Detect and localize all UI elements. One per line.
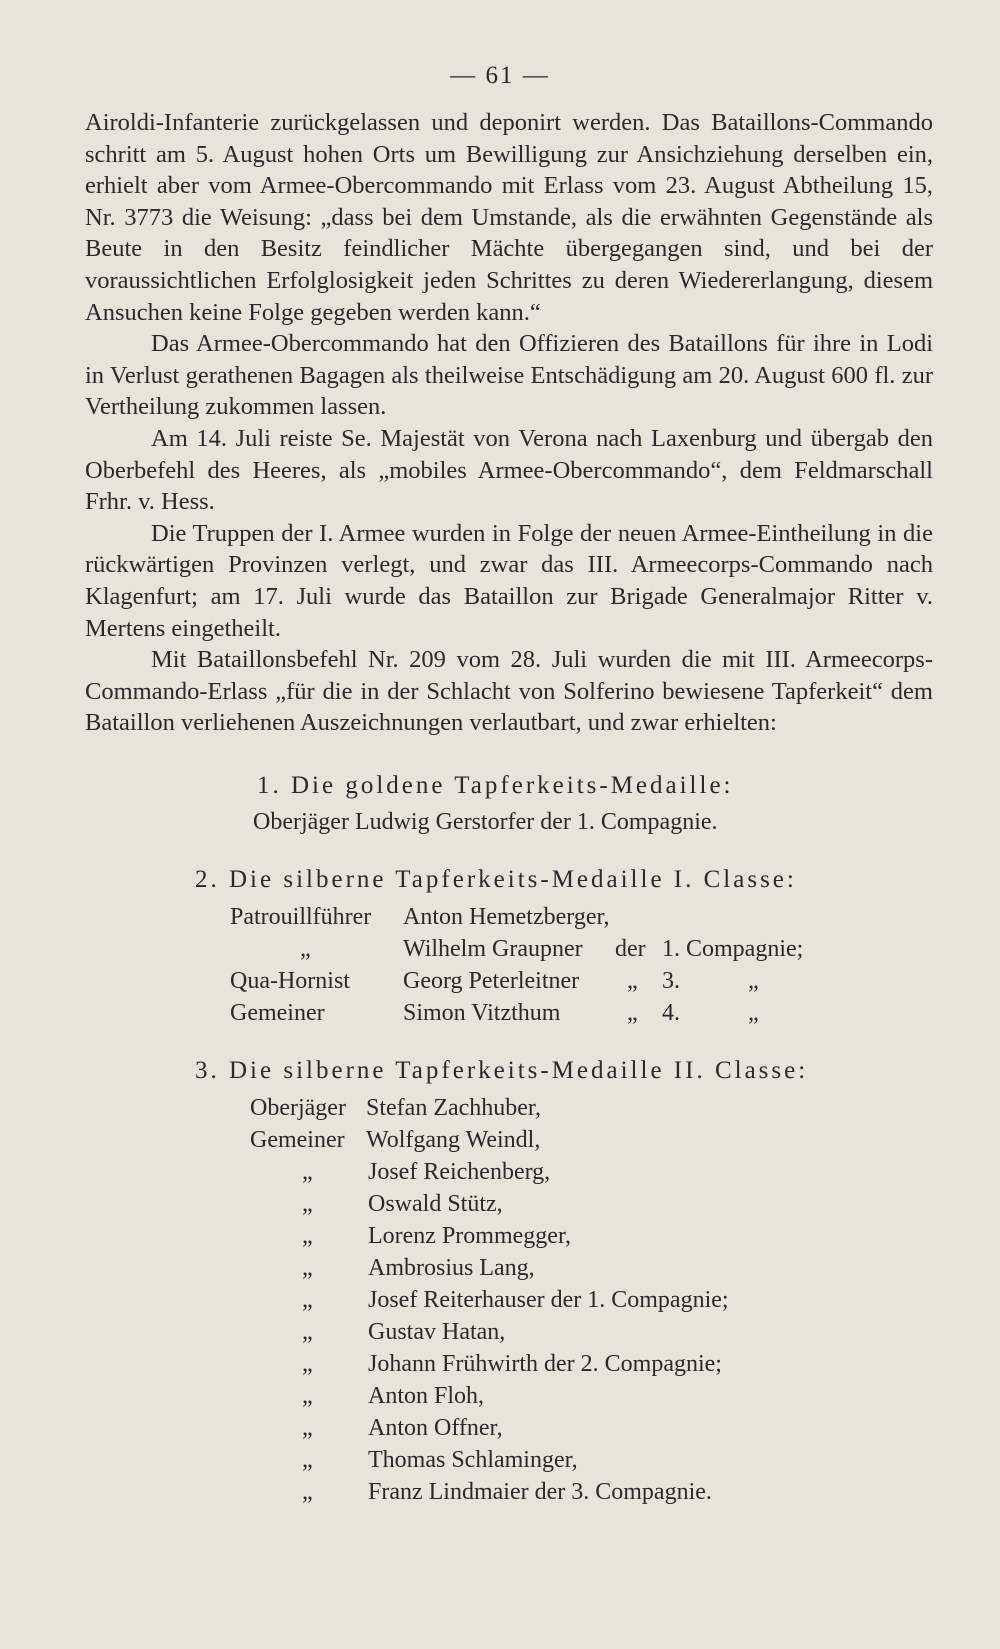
rank: Gemeiner (230, 1000, 325, 1026)
medal-2-heading: 2. Die silberne Tapferkeits-Medaille I. Classe: (195, 866, 797, 893)
medal-2-row (0, 933, 1000, 965)
recipient-name: Wilhelm Graupner (403, 936, 583, 962)
paragraph: Airoldi-Infanterie zurückgelassen und deponirt werden. Das Bataillons-Commando schritt am 5. August hohen Orts um Bewilligung zur Ansichziehung derselben ein, erhielt aber vom Armee-Obercommando mit Erlass vom 23. August Abtheilung 15, Nr. 3773 die Weisung: „dass bei dem Umstande, als die erwähnten Gegenstände als Beute in den Besitz feindlicher Mächte übergegangen sind, und bei der voraussichtlichen Erfolglosigkeit jeden Schrittes zu deren Wiedererlangung, diesem Ansuchen keine Folge gegeben werden kann.“ (85, 109, 933, 326)
rank: Qua-Hornist (230, 968, 350, 994)
ditto-mark: „ (302, 1351, 313, 1377)
medal-3-row (0, 1380, 1000, 1412)
rank: Patrouillführer (230, 904, 372, 930)
medal-3-row (0, 1348, 1000, 1380)
medal-3-row (0, 1476, 1000, 1508)
recipient-name: Wolfgang Weindl, (366, 1127, 541, 1153)
paragraph: Das Armee-Obercommando hat den Offizieren des Bataillons für ihre in Lodi in Verlust gerathenen Bagagen als theilweise Entschädigung am 20. August 600 fl. zur Vertheilung zukommen lassen. (85, 330, 933, 421)
medal-2-row (0, 901, 1000, 933)
company-number: 3. (662, 968, 680, 994)
medal-3-row (0, 1412, 1000, 1444)
medal-3-row (0, 1284, 1000, 1316)
medal-3-row (0, 1252, 1000, 1284)
recipient-name: Anton Floh, (368, 1383, 485, 1409)
paragraph: Am 14. Juli reiste Se. Majestät von Verona nach Laxenburg und übergab den Oberbefehl des Heeres, als „mobiles Armee-Obercommando“, dem Feldmarschall Frhr. v. Hess. (85, 424, 933, 516)
company-prefix: der (615, 936, 646, 962)
ditto-mark: „ (302, 1223, 313, 1249)
medal-1-heading: 1. Die goldene Tapferkeits-Medaille: (257, 772, 734, 799)
recipient-name: Franz Lindmaier der 3. Compagnie. (368, 1479, 712, 1505)
medal-2-row (0, 965, 1000, 997)
medal-3-row (0, 1316, 1000, 1348)
recipient-name: Anton Hemetzberger, (403, 904, 610, 930)
medal-3-row (0, 1444, 1000, 1476)
rank: Gemeiner (250, 1127, 345, 1153)
recipient-name: Ambrosius Lang, (368, 1255, 535, 1281)
medal-3-row (0, 1156, 1000, 1188)
ditto-mark: „ (302, 1383, 313, 1409)
medal-3-row (0, 1220, 1000, 1252)
recipient-name: Lorenz Prommegger, (368, 1223, 571, 1249)
rank: Oberjäger (250, 1095, 346, 1121)
recipient-name: Georg Peterleitner (403, 968, 580, 994)
paragraph: Die Truppen der I. Armee wurden in Folge der neuen Armee-Eintheilung in die rückwärtigen Provinzen verlegt, und zwar das III. Armeecorps-Commando nach Klagenfurt; am 17. Juli wurde das Bataillon zur Brigade Generalmajor Ritter v. Mertens eingetheilt. (85, 519, 933, 642)
medal-3-row (0, 1092, 1000, 1124)
ditto-mark: „ (302, 1479, 313, 1505)
ditto-mark: „ (627, 1000, 638, 1026)
ditto-mark: „ (302, 1447, 313, 1473)
ditto-mark: „ (302, 1319, 313, 1345)
recipient-name: Simon Vitzthum (403, 1000, 561, 1026)
ditto-mark: „ (302, 1191, 313, 1217)
recipient-name: Oswald Stütz, (368, 1191, 503, 1217)
recipient-name: Gustav Hatan, (368, 1319, 506, 1345)
ditto-mark: „ (302, 1287, 313, 1313)
recipient-name: Thomas Schlaminger, (368, 1447, 578, 1473)
medal-2-row (0, 997, 1000, 1029)
recipient-name: Stefan Zachhuber, (366, 1095, 541, 1121)
medal-3-heading: 3. Die silberne Tapferkeits-Medaille II. Classe: (195, 1057, 809, 1084)
ditto-mark: „ (748, 1000, 759, 1026)
ditto-mark: „ (302, 1159, 313, 1185)
recipient-name: Josef Reiterhauser der 1. Compagnie; (368, 1287, 729, 1313)
medal-3-row (0, 1124, 1000, 1156)
ditto-mark: „ (300, 936, 311, 962)
company-number: 4. (662, 1000, 680, 1026)
recipient-name: Johann Frühwirth der 2. Compagnie; (368, 1351, 722, 1377)
paragraph: Mit Bataillonsbefehl Nr. 209 vom 28. Juli wurden die mit III. Armeecorps-Commando-Erlass „für die in der Schlacht von Solferino bewiesene Tapferkeit“ dem Bataillon verliehenen Auszeichnungen verlautbart, und zwar erhielten: (85, 646, 933, 737)
ditto-mark: „ (748, 968, 759, 994)
ditto-mark: „ (302, 1255, 313, 1281)
medal-1-recipient: Oberjäger Ludwig Gerstorfer der 1. Compagnie. (253, 809, 718, 835)
ditto-mark: „ (302, 1415, 313, 1441)
medal-3-row (0, 1188, 1000, 1220)
body-text (85, 107, 933, 739)
company: 1. Compagnie; (662, 936, 804, 962)
recipient-name: Josef Reichenberg, (368, 1159, 551, 1185)
page-number: — 61 — (450, 62, 550, 89)
ditto-mark: „ (627, 968, 638, 994)
recipient-name: Anton Offner, (368, 1415, 503, 1441)
